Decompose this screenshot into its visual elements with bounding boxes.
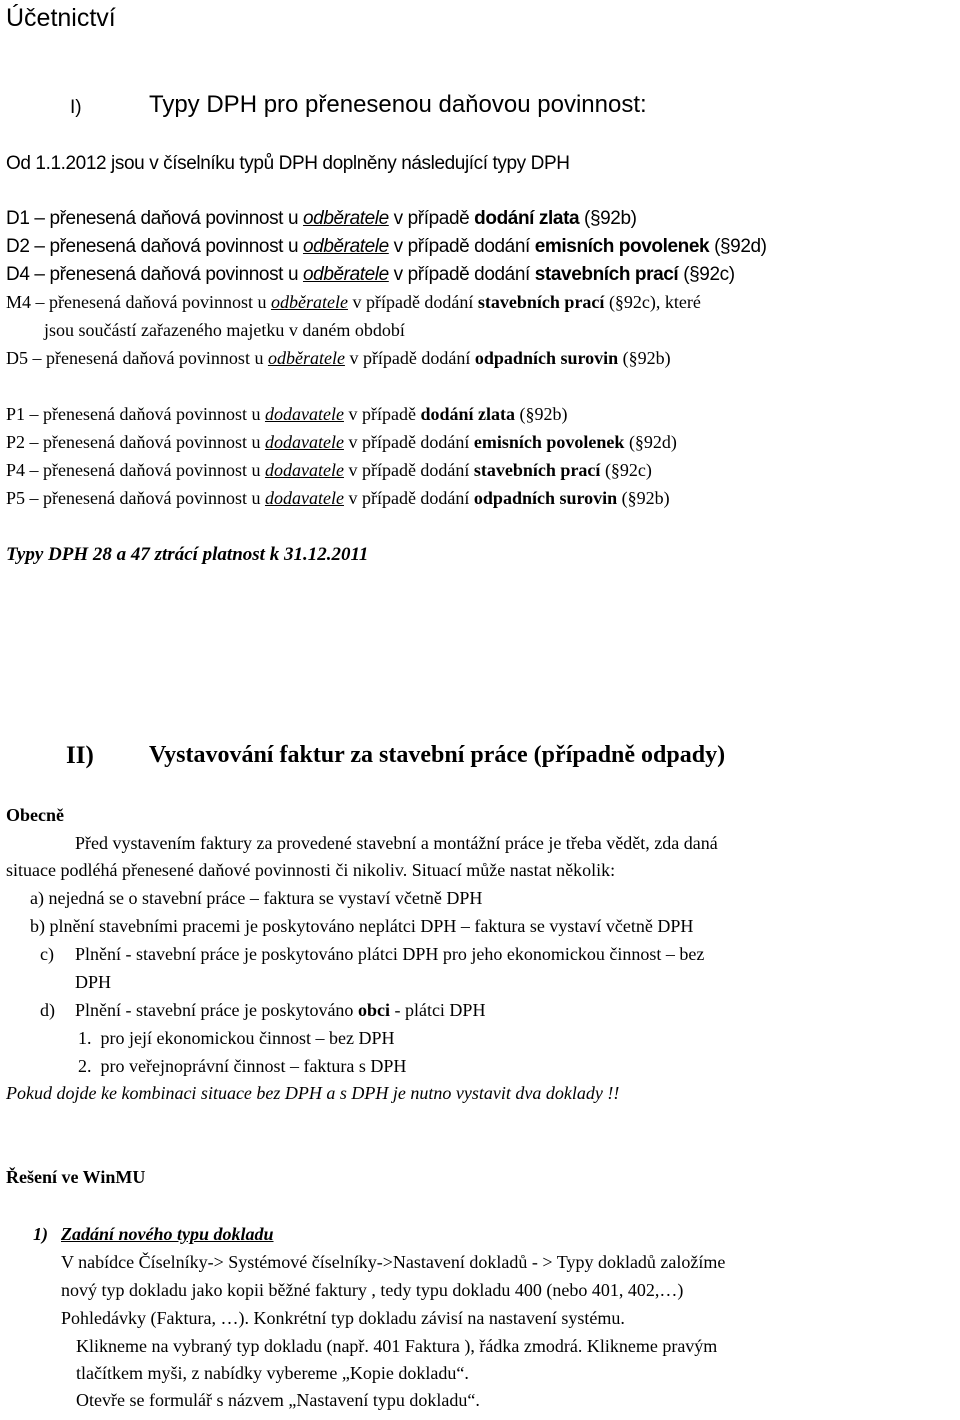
party: dodavatele [264,404,344,424]
supply-type: odpadních surovin [474,348,619,368]
row-text: v případě dodání [388,264,535,285]
vat-type-row [6,404,567,425]
law-ref: (§92b) [618,348,671,368]
list-emphasis: obci [357,1000,390,1020]
row-text: přenesená daňová povinnost u [43,404,265,424]
row-text: přenesená daňová povinnost u [49,236,303,257]
row-text: přenesená daňová povinnost u [43,488,265,508]
party: odběratele [302,208,389,229]
law-ref: (§92b) [514,404,568,424]
law-ref: (§92c) [600,460,652,480]
row-text: přenesená daňová povinnost u [49,264,303,285]
vat-type-code: P5 [6,488,26,508]
combination-warning-note: Pokud dojde ke kombinaci situace bez DPH a s DPH je nutno vystavit dva doklady !! [6,1083,620,1103]
sublist-text: pro veřejnoprávní činnost – faktura s DPH [100,1056,407,1076]
law-ref: (§92b) [579,208,637,229]
vat-type-code: P2 [6,432,26,452]
party: dodavatele [264,488,344,508]
list-text: plnění stavebními pracemi je poskytováno neplátci DPH – faktura se vystaví včetně DPH [49,916,694,936]
sublist-item-2 [78,1056,406,1077]
sublist-label: 1. [78,1028,92,1048]
law-ref: (§92d) [624,432,677,452]
paragraph-line: Před vystavením faktury za provedené stavební a montážní práce je třeba vědět, zda daná [75,833,718,853]
vat-type-code: M4 [6,292,32,312]
step-1-line: Klikneme na vybraný typ dokladu (např. 401 Faktura ), řádka zmodrá. Klikneme pravým [76,1336,718,1356]
party: dodavatele [264,460,344,480]
law-ref: (§92c), které [604,292,701,312]
supply-type: stavebních prací [477,292,605,312]
vat-type-code: P4 [6,460,26,480]
supply-type: emisních povolenek [534,236,710,257]
dash: – [25,404,44,424]
party: odběratele [302,236,389,257]
section-1-number: I) [70,97,82,118]
list-item-d-text [75,1000,485,1021]
step-1-line: tlačítkem myši, z nabídky vybereme „Kopie dokladu“. [76,1363,469,1383]
law-ref: (§92d) [709,236,767,257]
section-1-heading-text: Typy DPH pro přenesenou daňovou povinnost [149,91,640,118]
vat-type-row [6,208,637,230]
section-2-number: II) [66,742,94,769]
section-2-heading: Vystavování faktur za stavební práce (případně odpady) [149,742,726,768]
row-text: přenesená daňová povinnost u [46,348,268,368]
supply-type: emisních povolenek [473,432,625,452]
step-1-line: Pohledávky (Faktura, …). Konkrétní typ dokladu závisí na nastavení systému. [61,1308,625,1328]
section-2-subheading: Obecně [6,805,64,825]
vat-types-expiry-note: Typy DPH 28 a 47 ztrácí platnost k 31.12.2011 [6,544,369,565]
step-1-line: nový typ dokladu jako kopii běžné faktury , tedy typu dokladu 400 (nebo 401, 402,…) [61,1280,684,1300]
vat-type-row [6,348,671,369]
row-text: přenesená daňová povinnost u [43,460,265,480]
dash: – [28,348,46,368]
supply-type: stavebních prací [534,264,679,285]
dash: – [25,488,44,508]
vat-type-code: D1 [6,208,30,229]
document-title: Účetnictví [6,4,116,32]
list-item-c-line1: Plnění - stavební práce je poskytováno plátci DPH pro jeho ekonomickou činnost – bez [75,944,705,964]
party: odběratele [267,348,345,368]
list-text: - plátci DPH [389,1000,486,1020]
vat-type-row [6,236,767,258]
supply-type: stavebních prací [473,460,601,480]
dash: – [31,292,50,312]
paragraph-line: situace podléhá přenesené daňové povinnosti či nikoliv. Situací může nastat několik: [6,860,616,880]
row-text: přenesená daňová povinnost u [49,208,303,229]
dash: – [29,264,50,285]
row-text: v případě [388,208,475,229]
list-item-c-label: c) [40,944,54,964]
vat-type-row [6,292,701,313]
row-text: v případě dodání [388,236,535,257]
step-1-label: 1) [33,1224,48,1244]
list-text: nejedná se o stavební práce – faktura se vystaví včetně DPH [48,888,483,908]
step-1-title: Zadání nového typu dokladu [61,1224,274,1244]
vat-type-row [6,460,652,481]
vat-type-code: D2 [6,236,30,257]
row-text: v případě dodání [343,488,474,508]
section-3-heading: Řešení ve WinMU [6,1167,146,1187]
step-1-line: V nabídce Číselníky-> Systémové číselníky->Nastavení dokladů - > Typy dokladů založíme [61,1252,726,1272]
vat-type-code: P1 [6,404,26,424]
section-1-heading [149,91,647,119]
supply-type: odpadních surovin [473,488,618,508]
vat-type-code: D5 [6,348,28,368]
row-text: přenesená daňová povinnost u [49,292,271,312]
vat-type-row [6,488,670,509]
dash: – [29,236,50,257]
vat-types-intro: Od 1.1.2012 jsou v číselníku typů DPH doplněny následující typy DPH [6,153,570,174]
list-item-b [30,916,693,937]
party: odběratele [270,292,348,312]
list-label: a) [30,888,44,908]
step-1-line: Otevře se formulář s názvem „Nastavení typu dokladu“. [76,1390,480,1410]
row-text: v případě dodání [343,432,474,452]
supply-type: dodání zlata [420,404,515,424]
list-item-c-line2: DPH [75,972,112,992]
list-label: b) [30,916,45,936]
law-ref: (§92c) [678,264,735,285]
dash: – [29,208,50,229]
party: odběratele [302,264,389,285]
list-text: Plnění - stavební práce je poskytováno [75,1000,358,1020]
row-text: v případě [343,404,421,424]
section-1-heading-colon: : [639,91,647,118]
dash: – [25,432,44,452]
list-item-a [30,888,482,909]
vat-type-row [6,432,677,453]
row-text: v případě dodání [344,348,475,368]
vat-type-row [6,264,735,286]
supply-type: dodání zlata [474,208,580,229]
list-item-d-label: d) [40,1000,55,1020]
row-text: v případě dodání [343,460,474,480]
row-text: v případě dodání [347,292,478,312]
sublist-label: 2. [78,1056,92,1076]
sublist-text: pro její ekonomickou činnost – bez DPH [100,1028,395,1048]
vat-type-row-continuation: jsou součástí zařazeného majetku v daném období [44,320,405,340]
row-text: přenesená daňová povinnost u [43,432,265,452]
dash: – [25,460,44,480]
law-ref: (§92b) [617,488,670,508]
sublist-item-1 [78,1028,394,1049]
party: dodavatele [264,432,344,452]
vat-type-code: D4 [6,264,30,285]
